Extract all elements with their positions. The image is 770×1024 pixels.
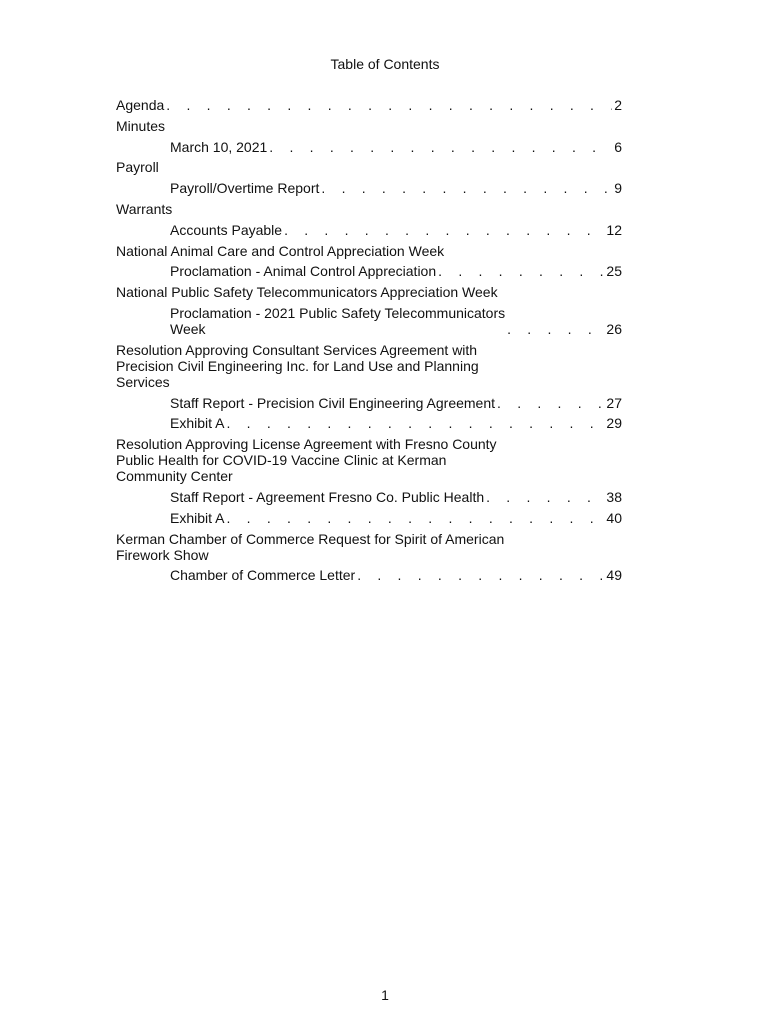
dot-leader — [166, 97, 612, 113]
dot-leader — [507, 321, 604, 337]
dot-leader — [284, 222, 604, 238]
toc-entry[interactable] — [116, 395, 622, 411]
toc-entry[interactable] — [116, 180, 622, 196]
toc-entry[interactable] — [116, 222, 622, 238]
toc-entry-title: Chamber of Commerce Letter — [170, 567, 356, 584]
dot-leader — [438, 263, 604, 279]
toc-entry-title: Staff Report - Precision Civil Engineering Agreement — [170, 394, 496, 411]
toc-entry-page-number: 25 — [606, 263, 622, 280]
toc-entry-page-number: 12 — [606, 221, 622, 238]
toc-entry-page-number: 27 — [606, 394, 622, 411]
toc-section-heading: Payroll — [116, 159, 159, 176]
dot-leader — [269, 139, 612, 155]
toc-entry-page-number: 6 — [614, 138, 622, 155]
toc-entry-title: Payroll/Overtime Report — [170, 180, 320, 197]
toc-entry[interactable] — [116, 305, 622, 337]
toc-section-heading: Resolution Approving License Agreement with Fresno County Public Health for COVID-19 Vaccine Clinic at Kerman Community Center — [116, 436, 497, 485]
page-title: Table of Contents — [330, 56, 440, 72]
toc-entry[interactable] — [116, 139, 622, 155]
toc-entry-page-number: 49 — [606, 567, 622, 584]
toc-entry[interactable] — [116, 263, 622, 279]
toc-entry-page-number: 26 — [606, 320, 622, 337]
toc-entry[interactable] — [116, 510, 622, 526]
toc-entry-page-number: 29 — [606, 415, 622, 432]
toc-entry-page-number: 9 — [614, 180, 622, 197]
toc-entry-title: Agenda — [116, 97, 165, 113]
toc-entry-title: Exhibit A — [170, 509, 225, 526]
dot-leader — [321, 180, 612, 196]
page-number: 1 — [381, 987, 389, 1003]
toc-entry-page-number: 40 — [606, 509, 622, 526]
toc-section-heading: Resolution Approving Consultant Services Agreement with Precision Civil Engineering Inc. for Land Use and Planning Services — [116, 341, 479, 390]
toc-entry-page-number: 2 — [614, 97, 622, 113]
toc-entry[interactable] — [116, 97, 622, 113]
toc-entry-title: Proclamation - 2021 Public Safety Telecommunicators Week — [170, 304, 506, 337]
dot-leader — [226, 415, 604, 431]
table-of-contents — [116, 97, 622, 588]
toc-section-heading: Minutes — [116, 117, 166, 134]
toc-entry[interactable] — [116, 567, 622, 583]
dot-leader — [357, 567, 604, 583]
toc-entry-title: Staff Report - Agreement Fresno Co. Public Health — [170, 488, 485, 505]
toc-entry-title: Accounts Payable — [170, 221, 283, 238]
toc-entry-page-number: 38 — [606, 488, 622, 505]
toc-section-heading: National Animal Care and Control Appreciation Week — [116, 242, 445, 259]
dot-leader — [226, 510, 604, 526]
toc-entry[interactable] — [116, 489, 622, 505]
toc-section-heading: Warrants — [116, 200, 173, 217]
toc-entry-title: March 10, 2021 — [170, 138, 268, 155]
toc-entry-title: Exhibit A — [170, 415, 225, 432]
dot-leader — [497, 395, 604, 411]
toc-entry[interactable] — [116, 415, 622, 431]
dot-leader — [486, 489, 604, 505]
toc-section-heading: Kerman Chamber of Commerce Request for Spirit of American Firework Show — [116, 530, 505, 563]
toc-entry-title: Proclamation - Animal Control Appreciation — [170, 263, 437, 280]
toc-section-heading: National Public Safety Telecommunicators Appreciation Week — [116, 284, 498, 301]
